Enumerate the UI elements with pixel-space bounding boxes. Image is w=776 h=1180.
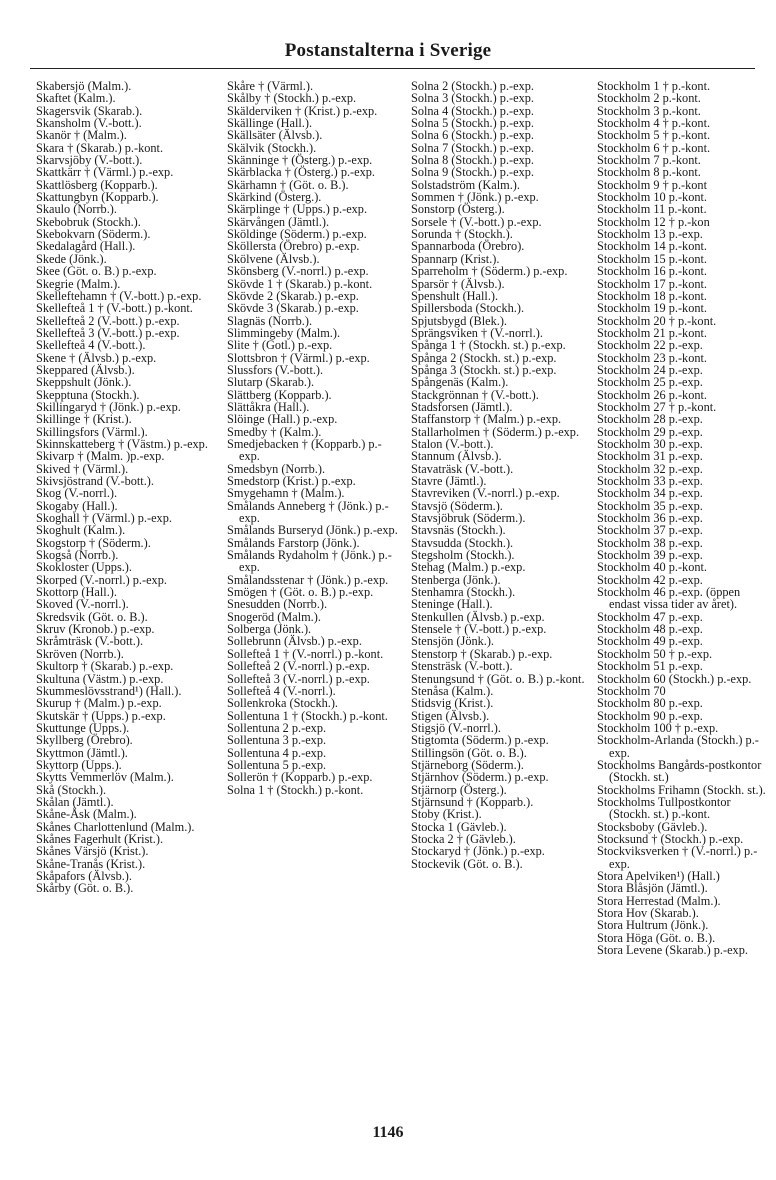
- index-entry: Skärhamn † (Göt. o. B.).: [227, 177, 349, 192]
- index-entry: Sommen † (Jönk.) p.-exp.: [411, 190, 539, 205]
- index-entry: Skåne-Åsk (Malm.).: [36, 807, 137, 822]
- index-entry: Stavreviken (V.-norrl.) p.-exp.: [411, 486, 560, 501]
- index-entry: Snogeröd (Malm.).: [227, 609, 321, 624]
- index-entry: Stenhamra (Stockh.).: [411, 585, 516, 600]
- index-entry: Stjärnorp (Österg.).: [411, 782, 507, 797]
- index-entry: Skälvik (Stockh.).: [227, 140, 317, 155]
- index-entry: Skeppshult (Jönk.).: [36, 375, 132, 390]
- index-entry: Sollentuna 1 † (Stockh.) p.-kont.: [227, 708, 388, 723]
- index-entry: Stavaträsk (V.-bott.).: [411, 461, 514, 476]
- index-entry: Stocka 2 † (Gävleb.).: [411, 831, 516, 846]
- index-entry: Sorsele † (V.-bott.) p.-exp.: [411, 214, 542, 229]
- index-entry: Skivarp † (Malm. )p.-exp.: [36, 449, 165, 464]
- index-entry: Stockholm 3 p.-kont.: [597, 103, 701, 118]
- index-entry: Skattungbyn (Kopparb.).: [36, 190, 159, 205]
- index-entry: Stockholm 1 † p.-kont.: [597, 79, 711, 93]
- page-title: Postanstalterna i Sverige: [284, 40, 492, 61]
- index-entry: Stehag (Malm.) p.-exp.: [411, 560, 526, 575]
- index-entry: Skålan (Jämtl.).: [36, 794, 114, 809]
- index-entry: Solna 8 (Stockh.) p.-exp.: [411, 153, 534, 168]
- index-entry: Skelleftehamn † (V.-bott.) p.-exp.: [36, 288, 202, 303]
- index-entry: Skå (Stockh.).: [36, 782, 107, 797]
- index-entry: Steninge (Hall.).: [411, 597, 493, 612]
- index-entry: Skellefteå 3 (V.-bott.) p.-exp.: [36, 325, 180, 340]
- index-entry: Skällsäter (Älvsb.).: [227, 128, 323, 143]
- index-entry: Skebobruk (Stockh.).: [36, 214, 141, 229]
- index-entry: Stockholm 34 p.-exp.: [597, 486, 703, 501]
- index-entry: Skokloster (Upps.).: [36, 560, 132, 575]
- index-entry: Stockholm 39 p.-exp.: [597, 548, 703, 563]
- index-entry: Stigen (Älvsb.).: [411, 708, 490, 723]
- index-entry: Snesudden (Norrb.).: [227, 597, 328, 612]
- index-entry: Stackgrönnan † (V.-bott.).: [411, 387, 539, 402]
- index-entry: Stockholm 26 p.-kont.: [597, 387, 707, 402]
- index-entry: Stannum (Älvsb.).: [411, 449, 502, 464]
- index-entry: Stockholm 70: [597, 683, 666, 698]
- index-entry: Skultorp † (Skarab.) p.-exp.: [36, 659, 174, 674]
- index-entry: Skärplinge † (Upps.) p.-exp.: [227, 202, 368, 217]
- index-entry: Stockholm 30 p.-exp.: [597, 436, 703, 451]
- index-entry: Skövde 1 † (Skarab.) p.-kont.: [227, 276, 373, 291]
- index-entry: Solna 4 (Stockh.) p.-exp.: [411, 103, 534, 118]
- index-entry: Skaftet (Kalm.).: [36, 91, 116, 106]
- index-entry: Stockholm 16 p.-kont.: [597, 264, 707, 279]
- index-entry: Stockholm 35 p.-exp.: [597, 498, 703, 513]
- index-entry: Stora Levene (Skarab.) p.-exp.: [597, 943, 748, 958]
- index-entry: Stavsnäs (Stockh.).: [411, 523, 506, 538]
- index-entry: Stockholms Tullpostkontor (Stockh. st.) p.-kont.: [597, 794, 731, 822]
- index-entry: Skogså (Norrb.).: [36, 548, 119, 563]
- index-entry: Smedstorp (Krist.) p.-exp.: [227, 474, 356, 488]
- index-entry: Solna 5 (Stockh.) p.-exp.: [411, 116, 534, 131]
- column-1: [36, 80, 208, 895]
- index-entry: Stockholm 2 p.-kont.: [597, 91, 701, 106]
- index-entry: Sollentuna 5 p.-exp.: [227, 757, 327, 772]
- index-entry: Sollefteå 1 † (V.-norrl.) p.-kont.: [227, 646, 384, 661]
- index-entry: Stidsvig (Krist.).: [411, 696, 494, 711]
- index-entry: Skede (Jönk.).: [36, 251, 107, 266]
- page-number: 1146: [372, 1124, 404, 1141]
- index-entry: Skoghult (Kalm.).: [36, 523, 126, 538]
- index-entry: Stockholm 21 p.-kont.: [597, 325, 707, 340]
- index-entry: Skellefteå 4 (V.-bott.).: [36, 338, 146, 353]
- index-entry: Stockholm 32 p.-exp.: [597, 461, 703, 476]
- index-entry: Slussfors (V.-bott.).: [227, 362, 324, 377]
- index-columns: [36, 79, 766, 1110]
- index-entry: Stockholm 18 p.-kont.: [597, 288, 707, 303]
- index-entry: Stockholm 42 p.-exp.: [597, 572, 703, 587]
- index-entry: Stockholm 24 p.-exp.: [597, 362, 703, 377]
- column-3: [411, 80, 591, 870]
- index-entry: Stavsjöbruk (Söderm.).: [411, 511, 526, 526]
- index-entry: Sollentuna 4 p.-exp.: [227, 745, 327, 760]
- index-entry: Stockholm 49 p.-exp.: [597, 634, 703, 649]
- index-entry: Skattkärr † (Värml.) p.-exp.: [36, 165, 174, 180]
- index-entry: Skarvsjöby (V.-bott.).: [36, 153, 143, 168]
- header-rule: [30, 68, 755, 69]
- index-entry: Skattlösberg (Kopparb.).: [36, 177, 158, 192]
- index-entry: Stallarholmen † (Söderm.) p.-exp.: [411, 424, 580, 439]
- index-entry: Skottorp (Hall.).: [36, 585, 117, 600]
- index-entry: Skånes Värsjö (Krist.).: [36, 844, 149, 859]
- index-entry: Stockholms Bangårds-postkontor (Stockh. st.): [597, 757, 762, 785]
- index-entry: Smedby † (Kalm.).: [227, 424, 322, 439]
- index-entry: Stora Apelviken¹) (Hall.): [597, 869, 720, 883]
- index-entry: Stegsholm (Stockh.).: [411, 548, 515, 563]
- index-entry: Skölvene (Älvsb.).: [227, 251, 320, 266]
- index-entry: Spjutsbygd (Blek.).: [411, 313, 507, 328]
- index-entry: Solna 3 (Stockh.) p.-exp.: [411, 91, 534, 106]
- index-entry: Skellefteå 1 † (V.-bott.) p.-kont.: [36, 301, 193, 316]
- index-entry: Stavsudda (Stockh.).: [411, 535, 514, 550]
- index-entry: Skivsjöstrand (V.-bott.).: [36, 474, 154, 488]
- index-entry: Smålands Farstorp (Jönk.).: [227, 535, 360, 550]
- index-entry: Skagersvik (Skarab.).: [36, 103, 143, 118]
- index-entry: Slöinge (Hall.) p.-exp.: [227, 412, 338, 427]
- index-entry: Skived † (Värml.).: [36, 461, 129, 476]
- index-entry: Stenkullen (Älvsb.) p.-exp.: [411, 609, 545, 624]
- index-entry: Stalon (V.-bott.).: [411, 436, 494, 451]
- index-entry: Stockholm 48 p.-exp.: [597, 622, 703, 637]
- index-entry: Skogstorp † (Söderm.).: [36, 535, 151, 550]
- index-entry: Skurup † (Malm.) p.-exp.: [36, 696, 162, 711]
- index-entry: Stora Höga (Göt. o. B.).: [597, 930, 716, 945]
- index-entry: Stoby (Krist.).: [411, 807, 482, 822]
- index-entry: Skinnskatteberg † (Västm.) p.-exp.: [36, 436, 208, 451]
- index-entry: Stockholm 27 † p.-kont.: [597, 399, 717, 414]
- index-entry: Stockholm-Arlanda (Stockh.) p.-exp.: [597, 733, 759, 760]
- index-entry: Stocksboby (Gävleb.).: [597, 819, 708, 834]
- index-entry: Sollefteå 3 (V.-norrl.) p.-exp.: [227, 671, 370, 686]
- index-entry: Skillingaryd † (Jönk.) p.-exp.: [36, 399, 181, 414]
- index-entry: Sonstorp (Österg.).: [411, 202, 505, 217]
- index-entry: Skruv (Kronob.) p.-exp.: [36, 622, 155, 637]
- index-entry: Smålands Burseryd (Jönk.) p.-exp.: [227, 523, 398, 538]
- index-entry: Stensträsk (V.-bott.).: [411, 659, 513, 674]
- index-entry: Stadsforsen (Jämtl.).: [411, 399, 513, 414]
- index-entry: Stockholm 17 p.-kont.: [597, 276, 707, 291]
- index-entry: Spånga 2 (Stockh. st.) p.-exp.: [411, 350, 557, 365]
- index-entry: Skabersjö (Malm.).: [36, 79, 132, 93]
- index-entry: Stensjön (Jönk.).: [411, 634, 495, 649]
- index-entry: Spenshult (Hall.).: [411, 288, 499, 303]
- index-entry: Stockholm 9 † p.-kont: [597, 177, 707, 192]
- index-entry: Sparreholm † (Söderm.) p.-exp.: [411, 264, 568, 279]
- index-entry: Stockholm 25 p.-exp.: [597, 375, 703, 390]
- index-entry: Stocka 1 (Gävleb.).: [411, 819, 507, 834]
- index-entry: Skröven (Norrb.).: [36, 646, 124, 661]
- index-entry: Stockholm 60 (Stockh.) p.-exp.: [597, 671, 752, 686]
- index-entry: Skyttorp (Upps.).: [36, 757, 122, 772]
- index-entry: Solna 2 (Stockh.) p.-exp.: [411, 79, 534, 93]
- index-entry: Skyttmon (Jämtl.).: [36, 745, 128, 760]
- index-entry: Spannarboda (Örebro).: [411, 239, 525, 254]
- index-entry: Skeppared (Älvsb.).: [36, 362, 135, 377]
- index-entry: Sorunda † (Stockh.).: [411, 227, 513, 242]
- index-entry: Skee (Göt. o. B.) p.-exp.: [36, 264, 157, 279]
- index-entry: Sollefteå 4 (V.-norrl.).: [227, 683, 336, 698]
- index-entry: Stockholm 8 p.-kont.: [597, 165, 701, 180]
- index-entry: Stockholm 15 p.-kont.: [597, 251, 707, 266]
- index-entry: Smedsbyn (Norrb.).: [227, 461, 326, 476]
- index-entry: Skultuna (Västm.) p.-exp.: [36, 671, 164, 686]
- index-entry: Sollebrunn (Älvsb.) p.-exp.: [227, 634, 362, 649]
- index-entry: Slättberg (Kopparb.).: [227, 387, 332, 402]
- column-4: [597, 80, 769, 956]
- index-entry: Sprängsviken † (V.-norrl.).: [411, 325, 543, 340]
- index-entry: Sollerön † (Kopparb.) p.-exp.: [227, 770, 373, 785]
- index-entry: Slutarp (Skarab.).: [227, 375, 315, 390]
- index-entry: Stockholm 46 p.-exp. (öppen endast vissa tider av året).: [597, 585, 741, 612]
- index-entry: Skärkind (Österg.).: [227, 190, 322, 205]
- index-entry: Stensele † (V.-bott.) p.-exp.: [411, 622, 547, 637]
- index-entry: Stora Blåsjön (Jämtl.).: [597, 881, 708, 896]
- index-entry: Stockholm 19 p.-kont.: [597, 301, 707, 316]
- index-entry: Skårby (Göt. o. B.).: [36, 881, 134, 896]
- index-entry: Skene † (Älvsb.) p.-exp.: [36, 350, 157, 365]
- index-entry: Skånes Charlottenlund (Malm.).: [36, 819, 195, 834]
- index-entry: Slottsbron † (Värml.) p.-exp.: [227, 350, 370, 365]
- index-entry: Skönsberg (V.-norrl.) p.-exp.: [227, 264, 369, 279]
- index-entry: Smögen † (Göt. o. B.) p.-exp.: [227, 585, 374, 600]
- index-entry: Skytts Vemmerlöv (Malm.).: [36, 770, 174, 785]
- index-entry: Skog (V.-norrl.).: [36, 486, 118, 501]
- index-entry: Slimmingeby (Malm.).: [227, 325, 341, 340]
- index-entry: Stockholm 11 p.-kont.: [597, 202, 707, 217]
- index-entry: Skuttunge (Upps.).: [36, 720, 130, 735]
- index-entry: Spånga 1 † (Stockh. st.) p.-exp.: [411, 338, 566, 353]
- index-entry: Stockaryd † (Jönk.) p.-exp.: [411, 844, 545, 859]
- index-entry: Stockholm 38 p.-exp.: [597, 535, 703, 550]
- column-2: [227, 80, 399, 796]
- index-entry: Solna 9 (Stockh.) p.-exp.: [411, 165, 534, 180]
- index-entry: Slättåkra (Hall.).: [227, 399, 310, 414]
- index-entry: Skyllberg (Örebro).: [36, 733, 133, 748]
- index-entry: Skegrie (Malm.).: [36, 276, 121, 291]
- index-entry: Skåne-Tranås (Krist.).: [36, 856, 146, 871]
- index-entry: Smygehamn † (Malm.).: [227, 486, 345, 501]
- index-entry: Skellefteå 2 (V.-bott.) p.-exp.: [36, 313, 180, 328]
- index-entry: Sköllersta (Örebro) p.-exp.: [227, 239, 360, 254]
- index-entry: Sollentuna 3 p.-exp.: [227, 733, 327, 748]
- index-entry: Spillersboda (Stockh.).: [411, 301, 525, 316]
- index-entry: Skebokvarn (Söderm.).: [36, 227, 151, 242]
- index-entry: Stora Herrestad (Malm.).: [597, 893, 721, 908]
- index-entry: Skillingsfors (Värml.).: [36, 424, 148, 439]
- index-entry: Skutskär † (Upps.) p.-exp.: [36, 708, 166, 723]
- index-entry: Stockholm 51 p.-exp.: [597, 659, 703, 674]
- index-entry: Skoved (V.-norrl.).: [36, 597, 129, 612]
- index-entry: Skorped (V.-norrl.) p.-exp.: [36, 572, 167, 587]
- index-entry: Stockholm 90 p.-exp.: [597, 708, 703, 723]
- index-entry: Stocksund † (Stockh.) p.-exp.: [597, 831, 744, 846]
- index-entry: Solstadström (Kalm.).: [411, 177, 520, 192]
- index-entry: Stjärneborg (Söderm.).: [411, 757, 524, 772]
- index-entry: Skåre † (Värml.).: [227, 79, 314, 93]
- index-entry: Slagnäs (Norrb.).: [227, 313, 313, 328]
- index-entry: Skredsvik (Göt. o. B.).: [36, 609, 148, 624]
- index-entry: Stockholm 22 p.-exp.: [597, 338, 703, 353]
- index-entry: Stockevik (Göt. o. B.).: [411, 856, 523, 871]
- index-entry: Stavre (Jämtl.).: [411, 474, 487, 488]
- index-entry: Skärblacka † (Österg.) p.-exp.: [227, 165, 375, 180]
- index-entry: Skålby † (Stockh.) p.-exp.: [227, 91, 357, 106]
- index-entry: Stockholm 20 † p.-kont.: [597, 313, 717, 328]
- index-entry: Skoghall † (Värml.) p.-exp.: [36, 511, 172, 526]
- index-entry: Stockholm 47 p.-exp.: [597, 609, 703, 624]
- index-entry: Stjärnhov (Söderm.) p.-exp.: [411, 770, 549, 785]
- index-entry: Stockholm 5 † p.-kont.: [597, 128, 711, 143]
- index-entry: Solberga (Jönk.).: [227, 622, 312, 637]
- index-entry: Stora Hov (Skarab.).: [597, 906, 699, 921]
- index-entry: Smålands Rydaholm † (Jönk.) p.-exp.: [227, 548, 392, 575]
- index-entry: Stavsjö (Söderm.).: [411, 498, 503, 513]
- index-entry: Sollefteå 2 (V.-norrl.) p.-exp.: [227, 659, 370, 674]
- index-entry: Skärvången (Jämtl.).: [227, 214, 330, 229]
- index-entry: Stockholm 4 † p.-kont.: [597, 116, 711, 131]
- index-entry: Staffanstorp † (Malm.) p.-exp.: [411, 412, 562, 427]
- index-entry: Stockholm 40 p.-kont.: [597, 560, 707, 575]
- index-entry: Stockholm 37 p.-exp.: [597, 523, 703, 538]
- index-entry: Stockholm 12 † p.-kon: [597, 214, 710, 229]
- index-entry: Stillingsön (Göt. o. B.).: [411, 745, 527, 760]
- index-entry: Stockholm 28 p.-exp.: [597, 412, 703, 427]
- index-entry: Stigtomta (Söderm.) p.-exp.: [411, 733, 549, 748]
- index-entry: Solna 7 (Stockh.) p.-exp.: [411, 140, 534, 155]
- index-entry: Spannarp (Krist.).: [411, 251, 500, 266]
- index-entry: Stockholm 7 p.-kont.: [597, 153, 701, 168]
- index-entry: Stockholm 50 † p.-exp.: [597, 646, 713, 661]
- index-entry: Sköldinge (Söderm.) p.-exp.: [227, 227, 367, 242]
- index-entry: Skogaby (Hall.).: [36, 498, 118, 513]
- index-entry: Stockholm 6 † p.-kont.: [597, 140, 711, 155]
- index-entry: Skövde 2 (Skarab.) p.-exp.: [227, 288, 359, 303]
- index-entry: Stenåsa (Kalm.).: [411, 683, 494, 698]
- index-entry: Skövde 3 (Skarab.) p.-exp.: [227, 301, 359, 316]
- index-entry: Slite † (Gotl.) p.-exp.: [227, 338, 333, 353]
- index-entry: Stockholm 23 p.-kont.: [597, 350, 707, 365]
- index-entry: Smålands Anneberg † (Jönk.) p.-exp.: [227, 498, 389, 526]
- index-entry: Skara † (Skarab.) p.-kont.: [36, 140, 164, 155]
- index-entry: Sollenkroka (Stockh.).: [227, 696, 338, 711]
- index-entry: Stigsjö (V.-norrl.).: [411, 720, 501, 735]
- index-entry: Spånga 3 (Stockh. st.) p.-exp.: [411, 362, 557, 377]
- index-entry: Stockholm 33 p.-exp.: [597, 474, 703, 488]
- index-entry: Skansholm (V.-bott.).: [36, 116, 142, 131]
- index-entry: Stora Hultrum (Jönk.).: [597, 918, 709, 933]
- index-entry: Skummeslövsstrand¹) (Hall.).: [36, 683, 182, 698]
- index-entry: Stockholms Frihamn (Stockh. st.).: [597, 782, 766, 797]
- index-entry: Skällinge (Hall.).: [227, 116, 313, 131]
- index-entry: Stockholm 36 p.-exp.: [597, 511, 703, 526]
- index-entry: Solna 6 (Stockh.) p.-exp.: [411, 128, 534, 143]
- index-entry: Skråmträsk (V.-bott.).: [36, 634, 144, 649]
- index-entry: Stockholm 80 p.-exp.: [597, 696, 703, 711]
- index-entry: Skänninge † (Österg.) p.-exp.: [227, 153, 373, 168]
- index-entry: Smålandsstenar † (Jönk.) p.-exp.: [227, 572, 389, 587]
- index-entry: Stockviksverken † (V.-norrl.) p.-exp.: [597, 844, 758, 871]
- index-entry: Skanör † (Malm.).: [36, 128, 127, 143]
- index-entry: Sollentuna 2 p.-exp.: [227, 720, 327, 735]
- index-entry: Stockholm 13 p.-exp.: [597, 227, 703, 242]
- index-entry: Sparsör † (Älvsb.).: [411, 276, 505, 291]
- index-entry: Stenberga (Jönk.).: [411, 572, 501, 587]
- index-entry: Skedalagård (Hall.).: [36, 239, 136, 254]
- index-entry: Stockholm 31 p.-exp.: [597, 449, 703, 464]
- index-entry: Solna 1 † (Stockh.) p.-kont.: [227, 782, 364, 797]
- index-entry: Stockholm 100 † p.-exp.: [597, 720, 719, 735]
- index-entry: Stenungsund † (Göt. o. B.) p.-kont.: [411, 671, 585, 686]
- index-entry: Smedjebacken † (Kopparb.) p.-exp.: [227, 436, 382, 464]
- index-entry: Spångenäs (Kalm.).: [411, 375, 509, 390]
- index-entry: Skåpafors (Älvsb.).: [36, 869, 132, 883]
- index-entry: Skillinge † (Krist.).: [36, 412, 132, 427]
- index-entry: Stenstorp † (Skarab.) p.-exp.: [411, 646, 553, 661]
- index-entry: Skepptuna (Stockh.).: [36, 387, 140, 402]
- index-entry: Stjärnsund † (Kopparb.).: [411, 794, 534, 809]
- index-entry: Stockholm 14 p.-kont.: [597, 239, 707, 254]
- index-entry: Skånes Fagerhult (Krist.).: [36, 831, 164, 846]
- index-entry: Stockholm 29 p.-exp.: [597, 424, 703, 439]
- index-entry: Stockholm 10 p.-kont.: [597, 190, 707, 205]
- index-entry: Skaulo (Norrb.).: [36, 202, 117, 217]
- index-entry: Skälderviken † (Krist.) p.-exp.: [227, 103, 378, 118]
